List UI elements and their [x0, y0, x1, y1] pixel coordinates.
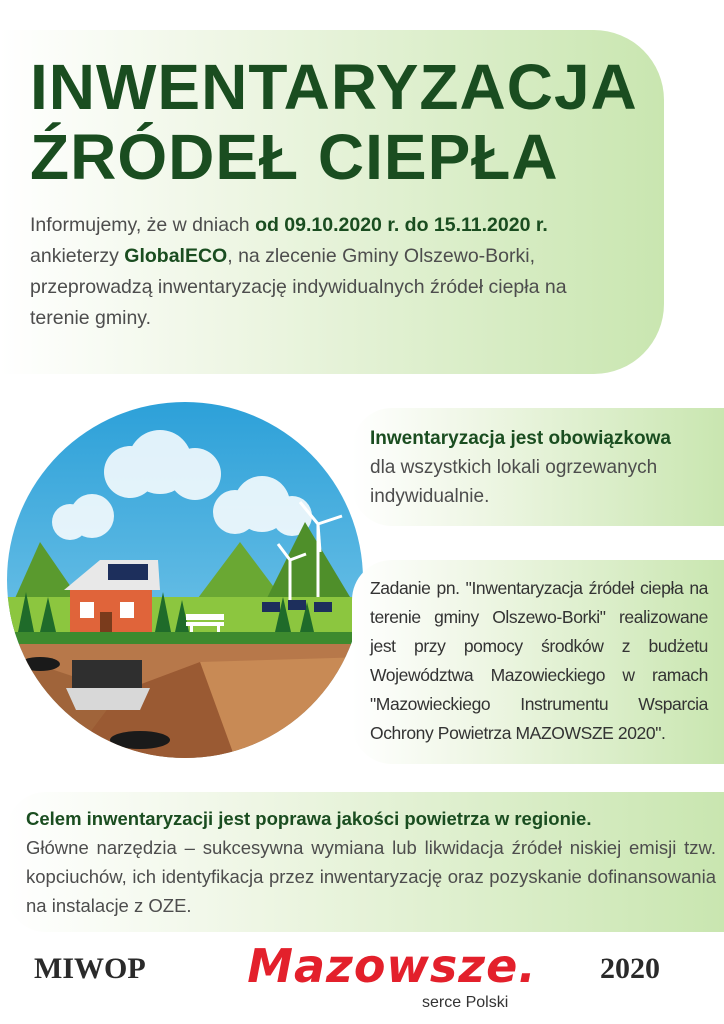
intro-dates: od 09.10.2020 r. do 15.11.2020 r.	[255, 214, 548, 236]
intro-company: GlobalECO	[124, 245, 228, 267]
mazowsze-logo-tagline: serce Polski	[422, 994, 509, 1011]
mandatory-note-text: dla wszystkich lokali ogrzewanych indywidualnie.	[370, 457, 658, 507]
intro-text-1: Informujemy, że w dniach	[30, 214, 256, 236]
intro-text-2: ankieterzy	[30, 245, 125, 267]
page-title	[30, 51, 638, 193]
hero-panel	[0, 30, 664, 374]
mazowsze-logo	[222, 938, 562, 1018]
mandatory-note	[352, 408, 724, 526]
goal-panel	[6, 792, 724, 932]
year-label: 2020	[600, 952, 660, 985]
funding-note-text: Zadanie pn. "Inwentaryzacja źródeł ciepła na terenie gminy Olszewo-Borki" realizowane jest przy pomocy środków z budżetu Województwa Mazowieckiego w ramach "Mazowieckiego Instrumentu Wsparcia Ochrony Powietrza MAZOWSZE 2020".	[370, 578, 708, 743]
mazowsze-logo-word: Mazowsze.	[247, 939, 537, 993]
goal-heading: Celem inwentaryzacji jest poprawa jakości powietrza w regionie.	[26, 808, 592, 829]
mandatory-note-heading: Inwentaryzacja jest obowiązkowa	[370, 428, 671, 449]
funding-note	[352, 560, 724, 764]
eco-house-illustration	[0, 392, 365, 772]
miwop-label: MIWOP	[34, 952, 146, 985]
title-line-1: INWENTARYZACJA	[30, 51, 638, 123]
title-line-2: ŹRÓDEŁ CIEPŁA	[30, 121, 559, 193]
goal-text: Główne narzędzia – sukcesywna wymiana lub likwidacja źródeł niskiej emisji tzw. kopciuchów, ich identyfikacja przez inwentaryzację oraz pozyskanie dofinansowania na instalacje z OZE.	[26, 837, 716, 916]
intro-text-3: , na zlecenie Gminy Olszewo-Borki, przeprowadzą inwentaryzację indywidualnych źródeł ciepła na terenie gminy.	[30, 245, 567, 329]
intro-paragraph	[30, 210, 634, 334]
